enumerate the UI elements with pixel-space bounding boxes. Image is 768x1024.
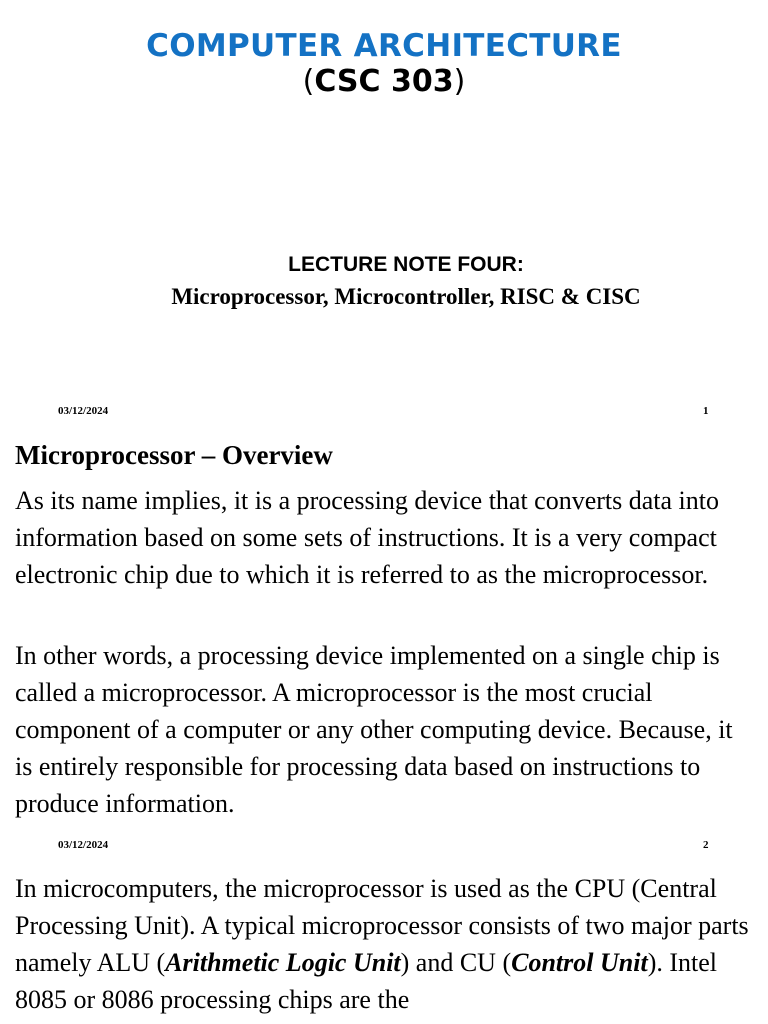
- course-code: (CSC 303): [302, 64, 466, 99]
- paragraph: [15, 870, 755, 1018]
- paragraph-text: ). Intel 8085 or 8086 processing chips are the: [15, 948, 717, 1014]
- paragraph-text: ) and CU (: [400, 948, 512, 977]
- slide-number: 1: [703, 405, 709, 417]
- course-code-text: CSC 303: [314, 64, 454, 99]
- lecture-subtitle: Microprocessor, Microcontroller, RISC & CISC: [171, 284, 641, 309]
- section-heading: Microprocessor – Overview: [15, 440, 333, 470]
- slide-date: 03/12/2024: [58, 839, 109, 851]
- lecture-label: LECTURE NOTE FOUR:: [288, 253, 524, 276]
- slide-3: [0, 864, 768, 1024]
- paragraph: In other words, a processing device implemented on a single chip is called a microprocessor. A microprocessor is the most crucial component of a computer or any other computing device. Because, it is entirely responsible for processing data based on instructions to produce information.: [15, 641, 733, 818]
- slide-date: 03/12/2024: [58, 405, 109, 417]
- slide-2: [0, 432, 768, 864]
- paragraph-text: In microcomputers, the microprocessor is used as the CPU (Central Processing Unit). A typical microprocessor consists of two major parts namely ALU (: [15, 874, 749, 977]
- paragraph: As its name implies, it is a processing device that converts data into information based on some sets of instructions. It is a very compact electronic chip due to which it is referred to as the microprocessor.: [15, 486, 720, 589]
- slide-1: [0, 0, 768, 432]
- term-cu: Control Unit: [511, 948, 648, 977]
- slide-number: 2: [703, 839, 709, 851]
- slide-title: COMPUTER ARCHITECTURE: [146, 28, 622, 64]
- term-alu: Arithmetic Logic Unit: [165, 948, 401, 977]
